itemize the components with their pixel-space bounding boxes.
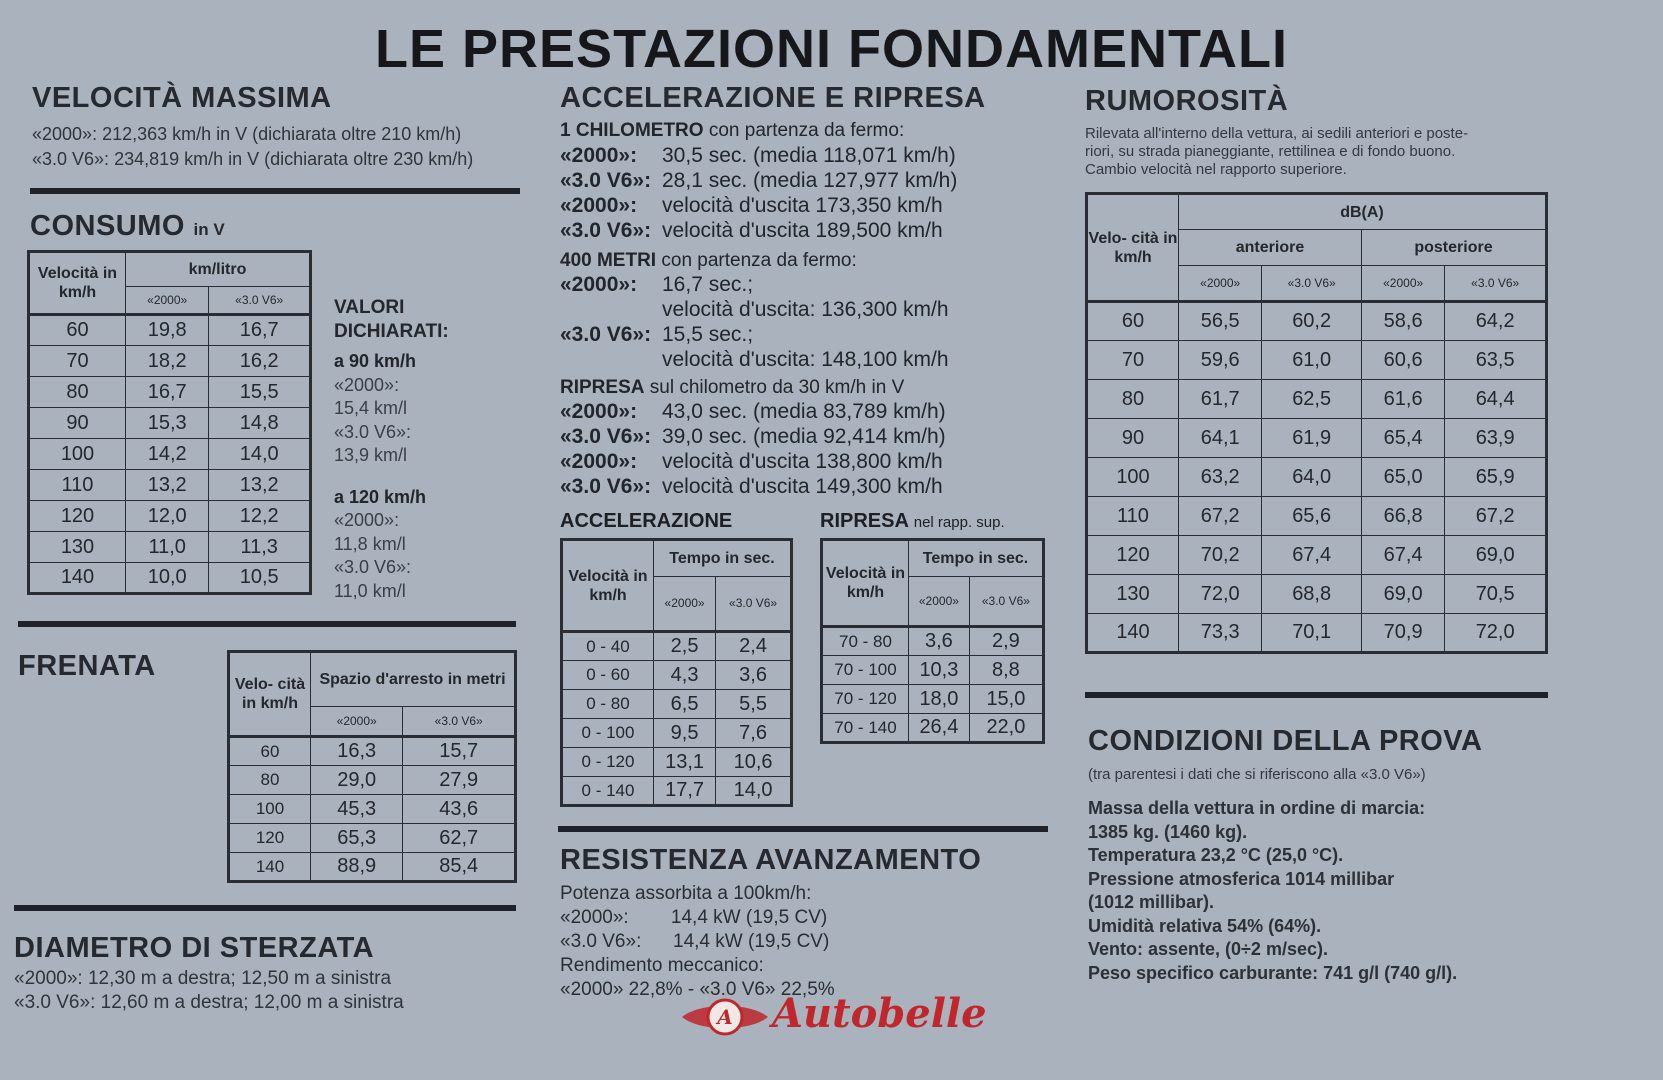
row-label: 0 - 60 <box>562 661 654 690</box>
table-cell: 4,3 <box>654 661 716 690</box>
col-unit: dB(A) <box>1179 194 1547 230</box>
table-row <box>29 315 311 346</box>
table-cell: 56,5 <box>1179 302 1262 341</box>
col-v6: «3.0 V6» <box>1262 266 1362 302</box>
row-label: 140 <box>1087 614 1179 653</box>
table-cell: 2,5 <box>654 632 716 661</box>
table-cell: 8,8 <box>969 656 1043 685</box>
col-unit: Spazio d'arresto in metri <box>311 652 516 707</box>
col-velocita: Velo- cità in km/h <box>229 652 311 737</box>
sterzata-line-v6: «3.0 V6»: 12,60 m a destra; 12,00 m a sinistra <box>14 992 404 1013</box>
table-cell: 2,4 <box>716 632 792 661</box>
dichiarati-line: 11,8 km/l <box>334 533 406 554</box>
velocita-line-v6: «3.0 V6»: 234,819 km/h in V (dichiarata oltre 230 km/h) <box>32 149 474 169</box>
line-value: 28,1 sec. (media 127,977 km/h) <box>662 169 958 192</box>
table-cell: 68,8 <box>1262 575 1362 614</box>
intro-line: Rilevata all'interno della vettura, ai sedili anteriori e poste- <box>1085 125 1469 142</box>
dichiarati-line: «2000»: <box>334 374 400 395</box>
table-row <box>1087 302 1547 341</box>
sterzata-heading: DIAMETRO DI STERZATA <box>14 932 375 964</box>
condizioni-line: Umidità relativa 54% (64%). <box>1088 915 1322 936</box>
col-posteriore: posteriore <box>1361 230 1546 266</box>
table-cell: 60,6 <box>1361 341 1444 380</box>
line-value: velocità d'uscita: 136,300 km/h <box>662 298 949 321</box>
table-cell: 16,7 <box>209 315 311 346</box>
table-row <box>29 563 311 594</box>
table-cell: 14,2 <box>126 439 209 470</box>
col-v6: «3.0 V6» <box>1445 266 1547 302</box>
table-cell: 12,2 <box>209 501 311 532</box>
line-value: 30,5 sec. (media 118,071 km/h) <box>662 144 956 167</box>
col-v6: «3.0 V6» <box>969 577 1043 627</box>
row-label: 70 - 140 <box>822 714 909 743</box>
table-cell: 10,0 <box>126 563 209 594</box>
table-cell: 26,4 <box>909 714 970 743</box>
table-row <box>29 346 311 377</box>
line-label: «3.0 V6»: <box>560 169 652 192</box>
rumorosita-heading: RUMOROSITÀ <box>1085 85 1289 117</box>
table-cell: 67,2 <box>1445 497 1547 536</box>
row-label: 70 - 100 <box>822 656 909 685</box>
line-label: «2000»: <box>560 450 638 473</box>
divider <box>1085 692 1548 698</box>
rumorosita-table <box>1085 192 1548 654</box>
table-cell: 63,5 <box>1445 341 1547 380</box>
dichiarati-line: a 90 km/h <box>334 351 417 371</box>
table-row <box>822 656 1044 685</box>
resistenza-line: «2000»: 14,4 kW (19,5 CV) <box>560 907 828 928</box>
table-row <box>562 777 792 806</box>
table-cell: 16,2 <box>209 346 311 377</box>
table-cell: 13,2 <box>209 470 311 501</box>
table-row <box>562 748 792 777</box>
result-line <box>560 193 957 218</box>
col-unit: km/litro <box>126 252 311 287</box>
condizioni-line: Vento: assente, (0÷2 m/sec). <box>1088 939 1328 959</box>
table-row <box>1087 497 1547 536</box>
table-cell: 9,5 <box>654 719 716 748</box>
table-cell: 61,9 <box>1262 419 1362 458</box>
line-label: «2000»: <box>560 144 638 167</box>
table-cell: 14,8 <box>209 408 311 439</box>
table-row <box>1087 536 1547 575</box>
table-cell: 12,0 <box>126 501 209 532</box>
table-cell: 58,6 <box>1361 302 1444 341</box>
result-line <box>560 168 957 193</box>
line-value: 15,5 sec.; <box>662 323 754 346</box>
table-cell: 3,6 <box>716 661 792 690</box>
table-cell: 11,3 <box>209 532 311 563</box>
line-value: velocità d'uscita 173,350 km/h <box>662 194 943 217</box>
row-label: 60 <box>1087 302 1179 341</box>
table-row <box>562 661 792 690</box>
table-cell: 72,0 <box>1179 575 1262 614</box>
divider <box>18 621 516 627</box>
row-label: 70 - 80 <box>822 627 909 656</box>
table-cell: 67,4 <box>1361 536 1444 575</box>
resistenza-lines <box>560 882 835 1002</box>
col-2000: «2000» <box>311 707 403 737</box>
col-2000: «2000» <box>909 577 970 627</box>
table-cell: 17,7 <box>654 777 716 806</box>
condizioni-line: Pressione atmosferica 1014 millibar <box>1088 868 1395 889</box>
table-cell: 65,6 <box>1262 497 1362 536</box>
condizioni-line: Temperatura 23,2 °C (25,0 °C). <box>1088 845 1344 865</box>
table-row <box>229 766 516 795</box>
table-cell: 65,0 <box>1361 458 1444 497</box>
table-cell: 70,5 <box>1445 575 1547 614</box>
autobelle-brand: Autobelle <box>772 990 987 1037</box>
table-cell: 15,0 <box>969 685 1043 714</box>
condizioni-note: (tra parentesi i dati che si riferiscono alla «3.0 V6») <box>1088 766 1426 783</box>
intro-line: riori, su strada pianeggiante, rettilinea e di fondo buono. <box>1085 143 1456 160</box>
svg-text:A: A <box>717 1005 733 1029</box>
table-cell: 63,9 <box>1445 419 1547 458</box>
intro-line: Cambio velocità nel rapporto superiore. <box>1085 161 1347 178</box>
row-label: 0 - 40 <box>562 632 654 661</box>
table-cell: 16,7 <box>126 377 209 408</box>
line-label: «3.0 V6»: <box>560 475 652 498</box>
table-row <box>822 685 1044 714</box>
table-cell: 70,1 <box>1262 614 1362 653</box>
table-cell: 15,7 <box>403 737 516 766</box>
row-label: 70 <box>1087 341 1179 380</box>
table-row <box>229 795 516 824</box>
col-anteriore: anteriore <box>1179 230 1362 266</box>
row-label: 80 <box>229 766 311 795</box>
table-cell: 18,2 <box>126 346 209 377</box>
table-cell: 3,6 <box>909 627 970 656</box>
table-row <box>229 737 516 766</box>
col-velocita: Velo- cità in km/h <box>1087 194 1179 302</box>
km-lines <box>560 143 957 243</box>
table-cell: 22,0 <box>969 714 1043 743</box>
table-row <box>229 853 516 882</box>
col-v6: «3.0 V6» <box>209 287 311 315</box>
page-title: LE PRESTAZIONI FONDAMENTALI <box>375 19 1288 79</box>
row-label: 130 <box>29 532 126 563</box>
result-line <box>560 399 946 424</box>
row-label: 80 <box>29 377 126 408</box>
table-cell: 70,9 <box>1361 614 1444 653</box>
frenata-table <box>227 650 517 883</box>
row-label: 120 <box>229 824 311 853</box>
ripresa-lines <box>560 399 946 499</box>
table-row <box>1087 341 1547 380</box>
line-value: velocità d'uscita: 148,100 km/h <box>662 348 949 371</box>
table-row <box>822 714 1044 743</box>
table-cell: 64,2 <box>1445 302 1547 341</box>
line-value: velocità d'uscita 149,300 km/h <box>662 475 943 498</box>
dichiarati-line: «2000»: <box>334 510 400 530</box>
line-label: «3.0 V6»: <box>560 323 652 346</box>
table-cell: 13,1 <box>654 748 716 777</box>
table-cell: 67,4 <box>1262 536 1362 575</box>
sterzata-line-2000: «2000»: 12,30 m a destra; 12,50 m a sinistra <box>14 968 392 989</box>
line-label: «2000»: <box>560 194 638 217</box>
table-cell: 45,3 <box>311 795 403 824</box>
table-cell: 65,3 <box>311 824 403 853</box>
dichiarati-line: 15,4 km/l <box>334 398 408 418</box>
table-cell: 2,9 <box>969 627 1043 656</box>
col-velocita: Velocità in km/h <box>822 540 909 627</box>
table-cell: 62,5 <box>1262 380 1362 419</box>
line-value: velocità d'uscita 138,800 km/h <box>662 450 943 473</box>
dichiarati-heading: VALORI DICHIARATI: <box>334 297 449 342</box>
line-label: «2000»: <box>560 400 638 423</box>
ripresa-heading: RIPRESA nel rapp. sup. <box>820 510 1005 532</box>
table-cell: 59,6 <box>1179 341 1262 380</box>
divider <box>14 905 516 911</box>
line-value: velocità d'uscita 189,500 km/h <box>662 219 943 242</box>
dichiarati-list <box>334 350 426 603</box>
col-2000: «2000» <box>654 577 716 632</box>
row-label: 120 <box>29 501 126 532</box>
row-label: 100 <box>29 439 126 470</box>
table-cell: 69,0 <box>1361 575 1444 614</box>
resistenza-line: Potenza assorbita a 100km/h: <box>560 883 812 904</box>
velocita-line-2000: «2000»: 212,363 km/h in V (dichiarata oltre 210 km/h) <box>32 124 462 144</box>
table-cell: 67,2 <box>1179 497 1262 536</box>
dichiarati-line: 13,9 km/l <box>334 445 408 465</box>
line-label: «3.0 V6»: <box>560 219 652 242</box>
table-cell: 72,0 <box>1445 614 1547 653</box>
table-row <box>1087 575 1547 614</box>
col-velocita: Velocità in km/h <box>562 540 654 632</box>
m400-title: 400 METRI con partenza da fermo: <box>560 250 857 271</box>
row-label: 70 - 120 <box>822 685 909 714</box>
table-cell: 6,5 <box>654 690 716 719</box>
resistenza-heading: RESISTENZA AVANZAMENTO <box>560 844 982 876</box>
table-cell: 60,2 <box>1262 302 1362 341</box>
velocita-heading: VELOCITÀ MASSIMA <box>32 82 332 114</box>
table-cell: 18,0 <box>909 685 970 714</box>
row-label: 0 - 140 <box>562 777 654 806</box>
table-row <box>29 408 311 439</box>
row-label: 60 <box>229 737 311 766</box>
result-line <box>560 449 946 474</box>
row-label: 120 <box>1087 536 1179 575</box>
table-cell: 65,4 <box>1361 419 1444 458</box>
row-label: 110 <box>29 470 126 501</box>
row-label: 130 <box>1087 575 1179 614</box>
result-line <box>560 218 957 243</box>
row-label: 110 <box>1087 497 1179 536</box>
table-row <box>229 824 516 853</box>
accelerazione-heading: ACCELERAZIONE <box>560 510 733 532</box>
table-cell: 66,8 <box>1361 497 1444 536</box>
result-line <box>560 143 957 168</box>
ripresa-title: RIPRESA sul chilometro da 30 km/h in V <box>560 377 905 398</box>
row-label: 140 <box>229 853 311 882</box>
condizioni-lines <box>1088 797 1457 985</box>
resistenza-line: Rendimento meccanico: <box>560 955 764 976</box>
row-label: 100 <box>229 795 311 824</box>
table-row <box>29 377 311 408</box>
result-line <box>560 322 949 347</box>
table-cell: 62,7 <box>403 824 516 853</box>
table-cell: 27,9 <box>403 766 516 795</box>
table-cell: 15,3 <box>126 408 209 439</box>
table-cell: 7,6 <box>716 719 792 748</box>
table-row <box>562 719 792 748</box>
table-row <box>562 690 792 719</box>
table-cell: 85,4 <box>403 853 516 882</box>
row-label: 90 <box>29 408 126 439</box>
table-cell: 10,6 <box>716 748 792 777</box>
table-cell: 16,3 <box>311 737 403 766</box>
row-label: 60 <box>29 315 126 346</box>
row-label: 0 - 120 <box>562 748 654 777</box>
table-cell: 70,2 <box>1179 536 1262 575</box>
row-label: 100 <box>1087 458 1179 497</box>
col-2000: «2000» <box>126 287 209 315</box>
dichiarati-line: «3.0 V6»: <box>334 421 412 442</box>
line-value: 16,7 sec.; <box>662 273 754 296</box>
table-cell: 61,7 <box>1179 380 1262 419</box>
dichiarati-line <box>334 468 426 486</box>
table-cell: 64,4 <box>1445 380 1547 419</box>
dichiarati-line: 11,0 km/l <box>334 580 406 601</box>
table-cell: 63,2 <box>1179 458 1262 497</box>
km-title: 1 CHILOMETRO con partenza da fermo: <box>560 120 905 141</box>
table-row <box>1087 614 1547 653</box>
result-line <box>560 297 949 322</box>
row-label: 0 - 100 <box>562 719 654 748</box>
row-label: 90 <box>1087 419 1179 458</box>
col-2000: «2000» <box>1179 266 1262 302</box>
rumorosita-intro <box>1085 125 1468 179</box>
result-line <box>560 424 946 449</box>
row-label: 70 <box>29 346 126 377</box>
table-cell: 14,0 <box>209 439 311 470</box>
col-unit: Tempo in sec. <box>909 540 1044 577</box>
table-row <box>562 632 792 661</box>
condizioni-line: 1385 kg. (1460 kg). <box>1088 821 1248 842</box>
condizioni-heading: CONDIZIONI DELLA PROVA <box>1088 725 1483 757</box>
line-value: 43,0 sec. (media 83,789 km/h) <box>662 400 946 423</box>
table-row <box>29 532 311 563</box>
table-row <box>29 439 311 470</box>
m400-lines <box>560 272 949 372</box>
row-label: 140 <box>29 563 126 594</box>
table-cell: 10,5 <box>209 563 311 594</box>
col-unit: Tempo in sec. <box>654 540 792 577</box>
table-row <box>29 470 311 501</box>
table-cell: 5,5 <box>716 690 792 719</box>
row-label: 80 <box>1087 380 1179 419</box>
table-cell: 69,0 <box>1445 536 1547 575</box>
autobelle-emblem-icon <box>680 994 770 1040</box>
line-value: 39,0 sec. (media 92,414 km/h) <box>662 425 946 448</box>
table-cell: 11,0 <box>126 532 209 563</box>
line-label: «2000»: <box>560 273 638 296</box>
autobelle-logo <box>680 990 987 1045</box>
row-label: 0 - 80 <box>562 690 654 719</box>
table-cell: 10,3 <box>909 656 970 685</box>
table-cell: 88,9 <box>311 853 403 882</box>
dichiarati-line: a 120 km/h <box>334 486 427 507</box>
accelerazione-table <box>560 538 793 807</box>
result-line <box>560 272 949 297</box>
table-row <box>1087 380 1547 419</box>
table-row <box>1087 419 1547 458</box>
resistenza-line: «2000» 22,8% - «3.0 V6» 22,5% <box>560 979 835 1000</box>
table-cell: 73,3 <box>1179 614 1262 653</box>
table-cell: 43,6 <box>403 795 516 824</box>
result-line <box>560 347 949 372</box>
table-cell: 29,0 <box>311 766 403 795</box>
ripresa-table <box>820 538 1045 744</box>
table-cell: 61,0 <box>1262 341 1362 380</box>
table-cell: 13,2 <box>126 470 209 501</box>
frenata-heading: FRENATA <box>18 650 156 682</box>
table-row <box>29 501 311 532</box>
table-cell: 14,0 <box>716 777 792 806</box>
col-v6: «3.0 V6» <box>403 707 516 737</box>
table-cell: 65,9 <box>1445 458 1547 497</box>
condizioni-line: Massa della vettura in ordine di marcia: <box>1088 798 1426 818</box>
table-cell: 19,8 <box>126 315 209 346</box>
table-row <box>822 627 1044 656</box>
accel-ripresa-heading: ACCELERAZIONE E RIPRESA <box>560 82 986 114</box>
table-cell: 64,0 <box>1262 458 1362 497</box>
table-row <box>1087 458 1547 497</box>
divider <box>558 826 1048 832</box>
line-label: «3.0 V6»: <box>560 425 652 448</box>
resistenza-line: «3.0 V6»: 14,4 kW (19,5 CV) <box>560 931 830 952</box>
result-line <box>560 474 946 499</box>
table-cell: 61,6 <box>1361 380 1444 419</box>
consumo-heading: CONSUMO in V <box>30 210 225 242</box>
col-2000: «2000» <box>1361 266 1444 302</box>
divider <box>30 188 520 194</box>
dichiarati-line: «3.0 V6»: <box>334 557 412 577</box>
col-v6: «3.0 V6» <box>716 577 792 632</box>
table-cell: 64,1 <box>1179 419 1262 458</box>
condizioni-line: Peso specifico carburante: 741 g/l (740 g/l). <box>1088 962 1458 983</box>
col-velocita: Velocità in km/h <box>29 252 126 315</box>
consumo-table <box>27 250 312 595</box>
table-cell: 15,5 <box>209 377 311 408</box>
condizioni-line: (1012 millibar). <box>1088 892 1215 912</box>
